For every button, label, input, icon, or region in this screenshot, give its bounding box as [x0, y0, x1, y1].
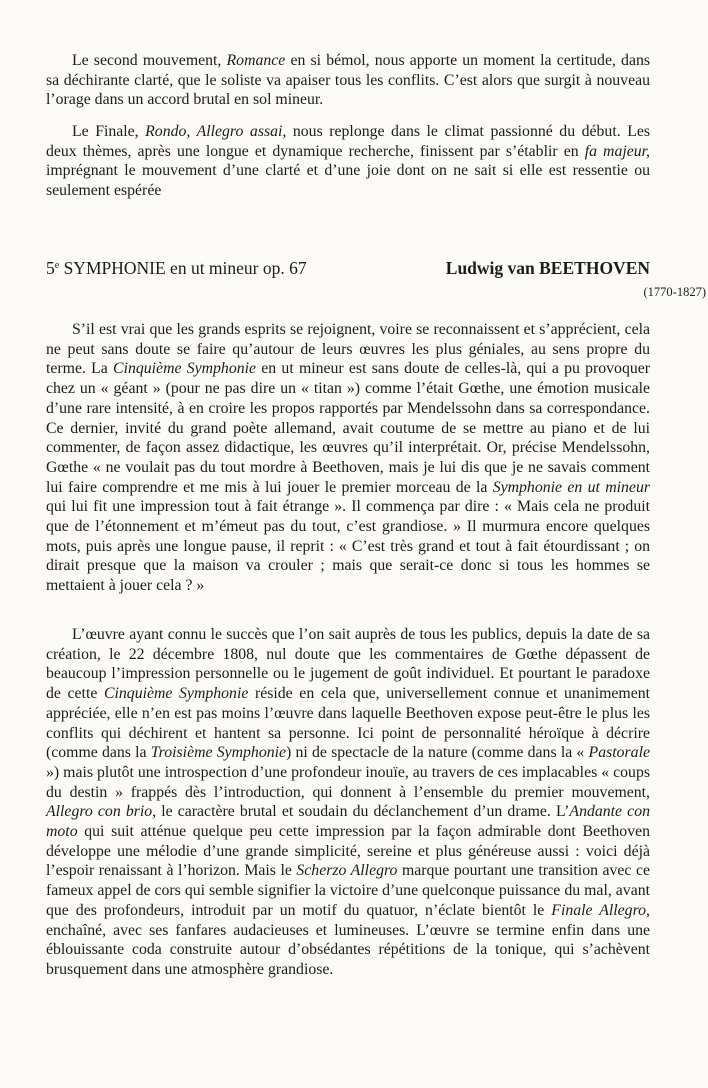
- section-heading: [46, 258, 650, 282]
- italic-run: Rondo, Allegro assai,: [145, 123, 287, 140]
- work-title: [46, 258, 307, 279]
- italic-run: Pastorale: [588, 744, 650, 762]
- composer-name: Ludwig van BEETHOVEN: [445, 258, 650, 278]
- text-run: L’œuvre ayant connu le succès que l’on sait auprès de tous les publics, depuis la date de sa création, le 22 décembre 1808, nul doute que les commentaires de Gœthe dépassent de beaucoup l’impression personnelle ou le jugement de goût individuel. Et pourtant le paradoxe de cette: [46, 626, 650, 703]
- work-title-text: SYMPHONIE en ut mineur op. 67: [59, 258, 307, 278]
- italic-run: Romance: [226, 52, 286, 69]
- text-run: marque pourtant une transition avec ce fameux appel de cors qui semble signifier la victoire d’une quelconque puissance du mal, avant que des profondeurs, introduit par un motif du quatuor, n’éclate bientôt le: [46, 862, 650, 919]
- text-run: qui suit atténue quelque peu cette impression par la façon admirable dont Beethoven développe une mélodie d’une grande simplicité, sereine et plus généreuse aussi : voici déjà l’espoir renaissant à l’horizon. Mais le: [46, 823, 650, 880]
- text-run: S’il est vrai que les grands esprits se rejoignent, voire se reconnaissent et s’apprécient, cela ne peut sans doute se faire qu’autour de leurs œuvres les plus géniales, au sens propre du terme. La: [46, 321, 650, 378]
- italic-run: fa majeur,: [584, 142, 650, 160]
- ordinal-superscript: e: [54, 260, 60, 271]
- work-number: 5: [46, 258, 55, 278]
- text-run: nous replonge dans le climat passionné du début. Les deux thèmes, après une longue et dynamique recherche, finissent par s’établir en: [46, 123, 650, 160]
- text-run: enchaîné, avec ses fanfares audacieuses et lumineuses. L’œuvre se termine enfin dans une éblouissante coda construite autour d’obsédantes répétitions de la tonique, qui s’achèvent brusquement dans une atmosphère grandiose.: [46, 921, 650, 978]
- text-run: réside en cela que, universellement connue et unanimement appréciée, elle n’en est pas moins l’œuvre dans laquelle Beethoven expose peut-être le plus les conflits qui déchirent et hantent sa personne. Ici point de personnalité héroïque à décrire (comme dans la: [46, 685, 650, 762]
- text-run: qui lui fit une impression tout à fait étrange ». Il commença par dire : « Mais cela ne produit que de l’étonnement et m’émeut pas du tout, c’est grandiose. » Il murmura encore quelques mots, puis après une longue pause, il reprit : « C’est très grand et tout à fait étourdissant ; on dirait presque que la maison va crouler ; mais que serait-ce donc si tous les hommes se mettaient à jouer cela ? »: [46, 498, 650, 595]
- text-run: imprégnant le mouvement d’une clarté et d’une joie dont on ne sait si elle est ressentie ou seulement espérée: [46, 162, 650, 200]
- text-run: ) ni de spectacle de la nature (comme dans la «: [286, 744, 589, 762]
- paragraph-analysis: [46, 625, 650, 980]
- italic-run: Andante con moto: [46, 803, 650, 841]
- italic-run: Cinquième Symphonie: [103, 685, 249, 703]
- text-run: en si bémol, nous apporte un moment la certitude, dans sa déchirante clarté, que le soliste va apaiser tous les conflits. C’est alors que surgit à nouveau l’orage dans un accord brutal en sol mineur.: [46, 52, 651, 109]
- text-run: Le Finale,: [72, 123, 146, 140]
- italic-run: Symphonie en ut mineur: [492, 478, 650, 496]
- paragraph-goethe: [46, 320, 650, 596]
- text-run: en ut mineur est sans doute de celles-là, qui a pu provoquer chez un « géant » (pour ne pas dire un « titan ») comme l’était Gœthe, une émotion musicale d’une rare intensité, à en croire les propos rapportés par Mendelssohn dans sa correspondance. Ce dernier, invité du grand poète allemand, avait coutume de se mettre au piano et de lui commenter, de façon assez didactique, les œuvres qu’il interprétait. Or, précise Mendelssohn, Gœthe « ne voulait pas du tout mordre à Beethoven, mais je lui dis que je ne savais comment lui faire comprendre et me mis à lui jouer le premier morceau de la: [46, 360, 651, 496]
- italic-run: Scherzo Allegro: [296, 862, 398, 880]
- paragraph-finale: [46, 122, 650, 201]
- composer-dates: (1770-1827): [643, 285, 706, 299]
- text-run: Le second mouvement,: [72, 52, 227, 69]
- italic-run: Allegro con brio,: [46, 803, 157, 821]
- text-run: le caractère brutal et soudain du déclanchement d’un drame. L’: [156, 803, 570, 821]
- paragraph-romance: [46, 51, 650, 110]
- italic-run: Cinquième Symphonie: [113, 360, 257, 378]
- italic-run: Troisième Symphonie: [150, 744, 287, 762]
- text-run: ») mais plutôt une introspection d’une profondeur inouïe, au travers de ces implacables « coups du destin » frappés dès l’introduction, qui donnent à l’ensemble du premier mouvement,: [46, 763, 650, 801]
- italic-run: Finale Allegro,: [551, 901, 650, 919]
